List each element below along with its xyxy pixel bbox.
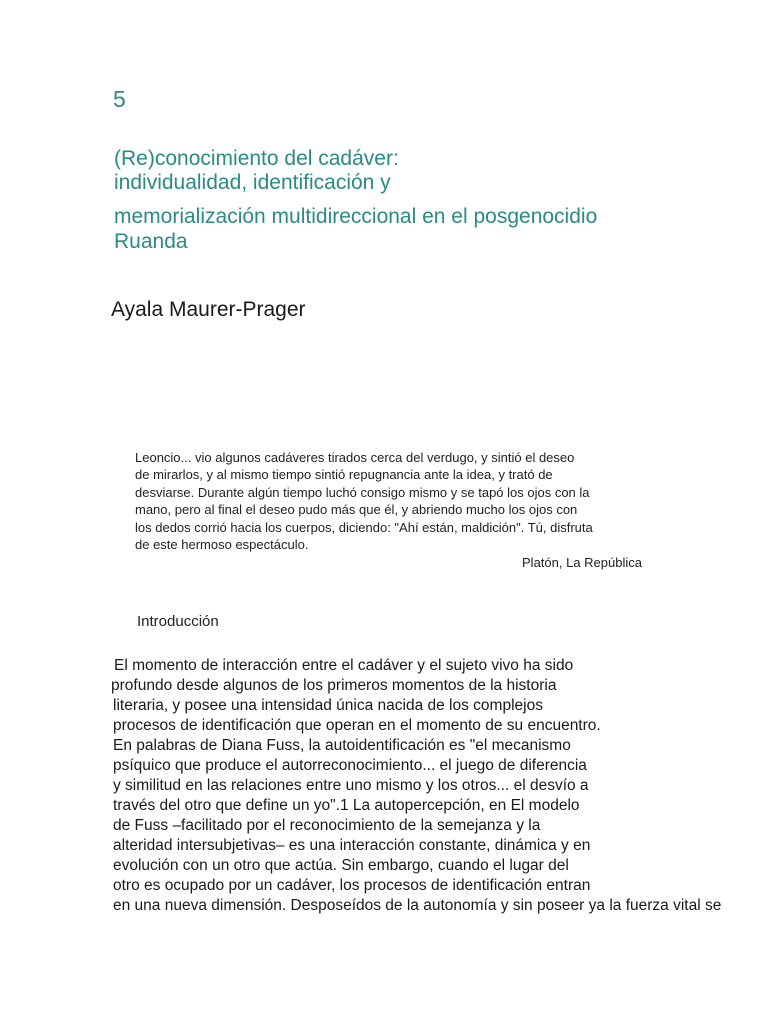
epigraph-line: Leoncio... vio algunos cadáveres tirados cerca del verdugo, y sintió el deseo (135, 450, 575, 465)
chapter-number: 5 (113, 86, 126, 112)
body-line: procesos de identificación que operan en el momento de su encuentro. (113, 717, 601, 734)
epigraph-attribution: Platón, La República (522, 555, 642, 570)
body-line: En palabras de Diana Fuss, la autoidentificación es "el mecanismo (113, 737, 571, 754)
body-line: otro es ocupado por un cadáver, los procesos de identificación entran (113, 877, 591, 894)
chapter-title-line-2: individualidad, identificación y (114, 171, 391, 194)
body-line: evolución con un otro que actúa. Sin embargo, cuando el lugar del (113, 857, 569, 874)
body-line: en una nueva dimensión. Desposeídos de la autonomía y sin poseer ya la fuerza vital se (113, 897, 722, 914)
section-heading: Introducción (137, 613, 219, 630)
body-line: alteridad intersubjetivas– es una interacción constante, dinámica y en (113, 837, 591, 854)
epigraph-line: mano, pero al final el deseo pudo más que él, y abriendo mucho los ojos con (135, 502, 578, 517)
epigraph-line: de mirarlos, y al mismo tiempo sintió repugnancia ante la idea, y trató de (135, 467, 553, 482)
body-line: y similitud en las relaciones entre uno mismo y los otros... el desvío a (113, 777, 589, 794)
body-line: profundo desde algunos de los primeros momentos de la historia (111, 677, 557, 694)
chapter-title-line-1: (Re)conocimiento del cadáver: (114, 147, 399, 170)
body-line: través del otro que define un yo".1 La autopercepción, en El modelo (113, 797, 580, 814)
epigraph-line: los dedos corrió hacia los cuerpos, diciendo: "Ahí están, maldición". Tú, disfruta (135, 520, 593, 535)
body-line: literaria, y posee una intensidad única nacida de los complejos (113, 697, 543, 714)
epigraph-line: de este hermoso espectáculo. (135, 537, 309, 552)
author-name: Ayala Maurer-Prager (111, 298, 306, 321)
body-line: de Fuss –facilitado por el reconocimiento de la semejanza y la (113, 817, 541, 834)
body-line: El momento de interacción entre el cadáver y el sujeto vivo ha sido (114, 657, 574, 674)
chapter-title-line-3: memorialización multidireccional en el posgenocidio (114, 205, 598, 228)
chapter-title-line-4: Ruanda (114, 230, 188, 253)
body-line: psíquico que produce el autorreconocimiento... el juego de diferencia (113, 757, 587, 774)
epigraph-line: desviarse. Durante algún tiempo luchó consigo mismo y se tapó los ojos con la (135, 485, 590, 500)
